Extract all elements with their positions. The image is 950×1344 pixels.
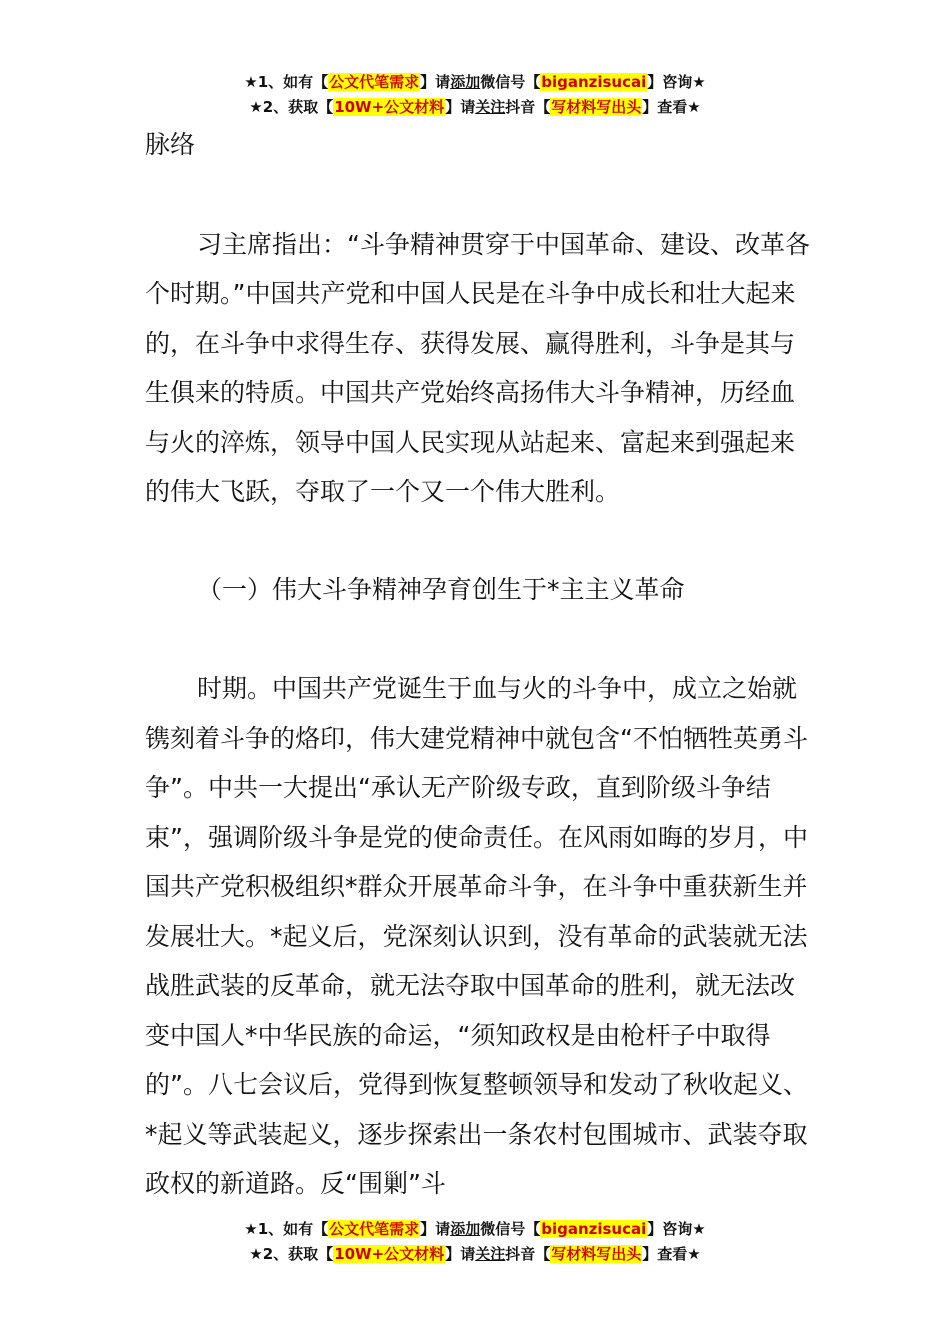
banner-text: 】请 (420, 1220, 451, 1238)
banner-line-1 (0, 70, 950, 95)
document-body (145, 120, 810, 1209)
banner-highlight: 公文代笔需求 (329, 73, 420, 91)
banner-text: 】请 (445, 98, 476, 116)
banner-text: 微信号【 (480, 73, 541, 91)
banner-text: ★1、如有【 (244, 1220, 329, 1238)
banner-emphasis: 关注 (475, 98, 506, 116)
banner-text: 微信号【 (480, 1220, 541, 1238)
paragraph: 习主席指出：“斗争精神贯穿于中国革命、建设、改革各个时期。”中国共产党和中国人民是在斗争中成长和壮大起来的，在斗争中求得生存、获得发展、赢得胜利，斗争是其与生俱来的特质。中国共产党始终高扬伟大斗争精神，历经血与火的淬炼，领导中国人民实现从站起来、富起来到强起来的伟大飞跃，夺取了一个又一个伟大胜利。 (145, 229, 810, 506)
banner-highlight: 写材料写出头 (551, 1245, 642, 1263)
banner-highlight: 写材料写出头 (551, 98, 642, 116)
banner-highlight: biganzisucai (541, 1220, 647, 1238)
banner-text: 】咨询★ (647, 73, 706, 91)
banner-highlight: 10W+公文材料 (334, 1245, 445, 1263)
banner-text: ★2、获取【 (249, 98, 334, 116)
footer-banner (0, 1217, 950, 1267)
section-heading: （一）伟大斗争精神孕育创生于*主主义革命 (197, 574, 685, 604)
banner-emphasis: 添加 (450, 1220, 481, 1238)
banner-emphasis: 添加 (450, 73, 481, 91)
banner-highlight: biganzisucai (541, 73, 647, 91)
banner-line-1 (0, 1217, 950, 1242)
banner-text: 】请 (420, 73, 451, 91)
banner-text: 】请 (445, 1245, 476, 1263)
paragraph: 时期。中国共产党诞生于血与火的斗争中，成立之始就镌刻着斗争的烙印，伟大建党精神中就包含“不怕牺牲英勇斗争”。中共一大提出“承认无产阶级专政，直到阶级斗争结束”，强调阶级斗争是党的使命责任。在风雨如晦的岁月，中国共产党积极组织*群众开展革命斗争，在斗争中重获新生并发展壮大。*起义后，党深刻认识到，没有革命的武装就无法战胜武装的反革命，就无法夺取中国革命的胜利，就无法改变中国人*中华民族的命运，“须知政权是由枪杆子中取得的”。八七会议后，党得到恢复整顿领导和发动了秋收起义、*起义等武装起义，逐步探索出一条农村包围城市、武装夺取政权的新道路。反“围剿”斗 (145, 674, 808, 1198)
text-fragment: 脉络 (145, 130, 196, 159)
banner-text: ★2、获取【 (249, 1245, 334, 1263)
banner-highlight: 10W+公文材料 (334, 98, 445, 116)
header-banner (0, 70, 950, 120)
banner-text: 抖音【 (505, 1245, 551, 1263)
banner-line-2 (0, 95, 950, 120)
banner-text: 】查看★ (642, 1245, 701, 1263)
banner-text: 抖音【 (505, 98, 551, 116)
banner-highlight: 公文代笔需求 (329, 1220, 420, 1238)
banner-emphasis: 关注 (475, 1245, 506, 1263)
banner-line-2 (0, 1242, 950, 1267)
banner-text: 】咨询★ (647, 1220, 706, 1238)
banner-text: ★1、如有【 (244, 73, 329, 91)
banner-text: 】查看★ (642, 98, 701, 116)
